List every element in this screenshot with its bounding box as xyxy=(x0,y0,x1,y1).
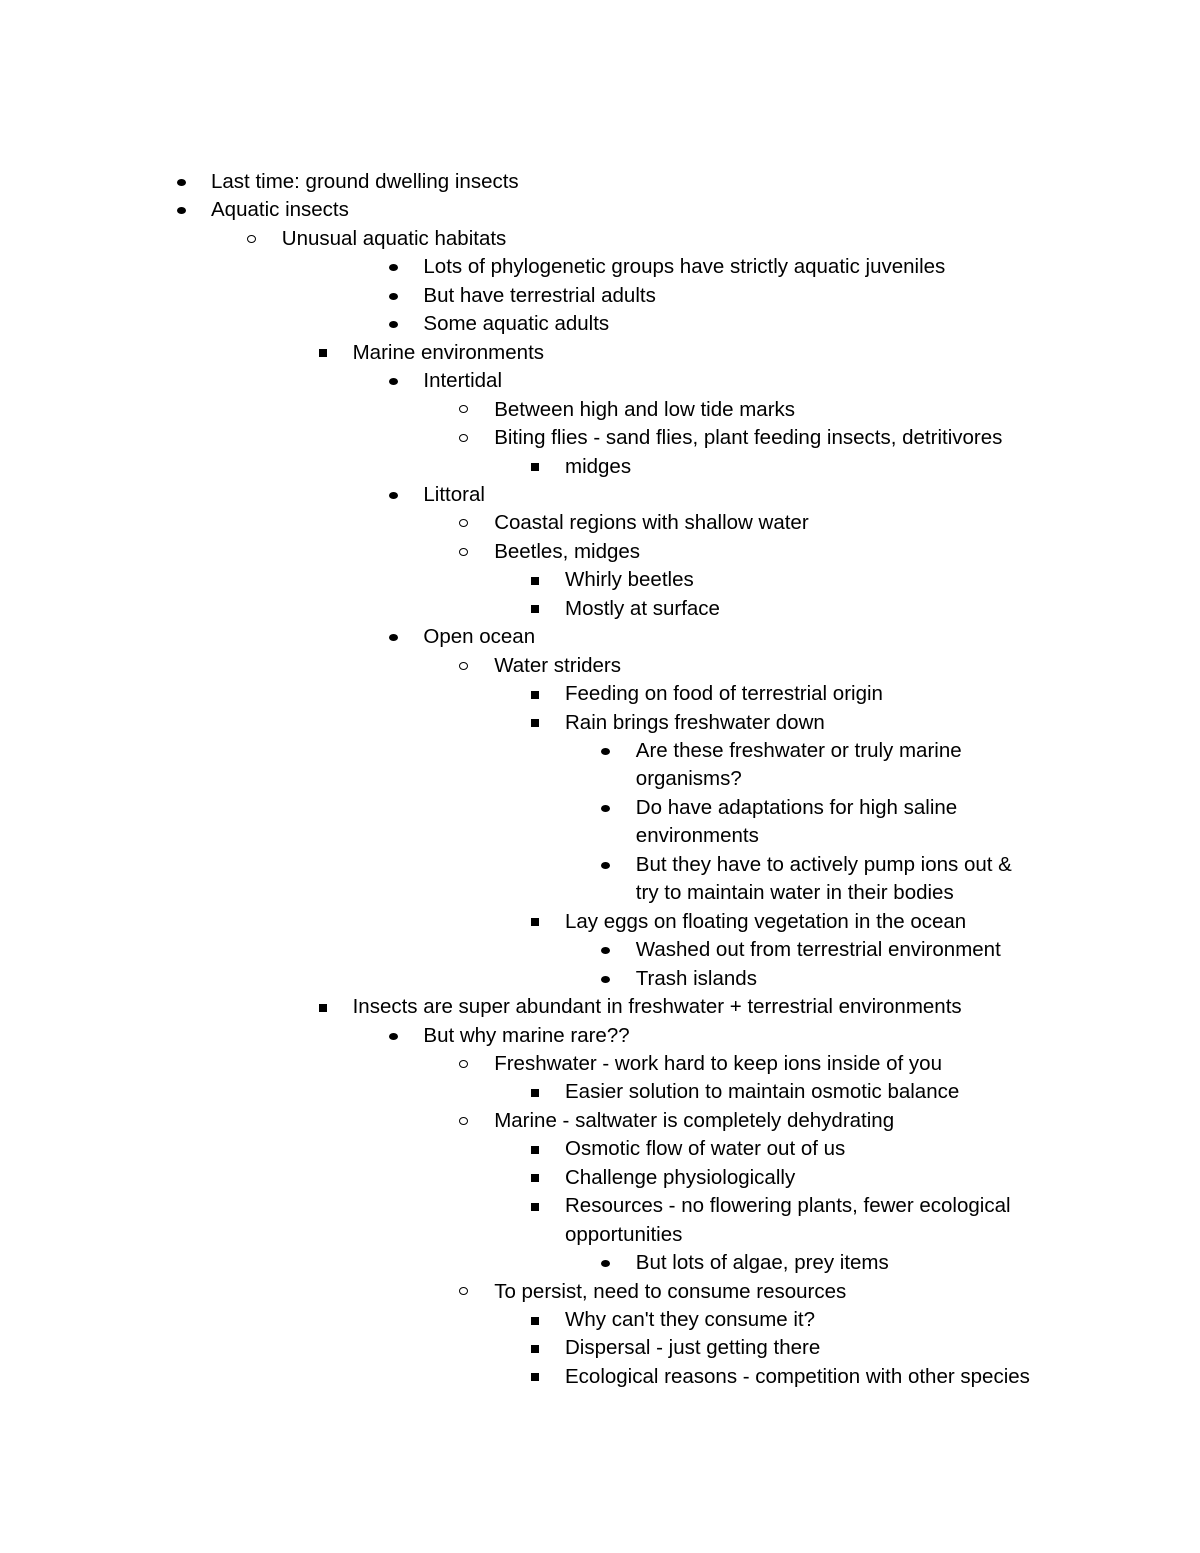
note-text: Unusual aquatic habitats xyxy=(281,226,507,250)
note-text: Between high and low tide marks xyxy=(494,397,796,421)
note-line xyxy=(0,652,1200,680)
disc-bullet-icon xyxy=(601,748,610,755)
square-bullet-icon xyxy=(319,349,327,357)
note-line xyxy=(0,1078,1200,1106)
note-text: Easier solution to maintain osmotic balance xyxy=(565,1080,960,1104)
note-text: Resources - no flowering plants, fewer ecological xyxy=(565,1194,1011,1218)
note-text: Whirly beetles xyxy=(565,568,694,592)
note-text: Some aquatic adults xyxy=(423,312,610,336)
note-text: Water striders xyxy=(494,653,622,677)
note-line xyxy=(0,1135,1200,1163)
note-text: organisms? xyxy=(635,767,742,791)
note-line xyxy=(0,936,1200,964)
note-line xyxy=(0,1334,1200,1362)
square-bullet-icon xyxy=(531,1203,539,1211)
note-text: Littoral xyxy=(423,482,485,506)
note-text: But lots of algae, prey items xyxy=(635,1251,889,1275)
circle-bullet-icon xyxy=(459,1287,468,1295)
note-line xyxy=(0,453,1200,481)
note-line xyxy=(0,1192,1200,1220)
circle-bullet-icon xyxy=(459,662,468,670)
note-line xyxy=(0,908,1200,936)
note-text: But they have to actively pump ions out & xyxy=(635,852,1012,876)
note-line xyxy=(0,737,1200,765)
note-text: Ecological reasons - competition with other species xyxy=(565,1364,1030,1388)
note-line xyxy=(0,538,1200,566)
note-text: Feeding on food of terrestrial origin xyxy=(565,682,883,706)
note-text: Trash islands xyxy=(635,966,757,990)
note-text: Why can't they consume it? xyxy=(565,1308,816,1331)
note-text: Open ocean xyxy=(423,625,536,649)
disc-bullet-icon xyxy=(389,634,398,641)
note-line xyxy=(0,623,1200,651)
note-line xyxy=(0,168,1200,196)
square-bullet-icon xyxy=(531,1317,539,1325)
note-text: Do have adaptations for high saline xyxy=(635,795,958,819)
note-text: Lots of phylogenetic groups have strictly aquatic juveniles xyxy=(423,255,946,279)
disc-bullet-icon xyxy=(177,179,186,186)
disc-bullet-icon xyxy=(601,862,610,869)
disc-bullet-icon xyxy=(389,378,398,385)
note-line xyxy=(0,1363,1200,1391)
note-line xyxy=(0,310,1200,338)
disc-bullet-icon xyxy=(389,293,398,300)
disc-bullet-icon xyxy=(389,492,398,499)
note-line xyxy=(0,1221,1200,1249)
note-text: Osmotic flow of water out of us xyxy=(565,1137,846,1161)
note-text: Intertidal xyxy=(423,369,503,393)
note-text: midges xyxy=(565,454,632,478)
note-line xyxy=(0,595,1200,623)
square-bullet-icon xyxy=(531,691,539,699)
note-text: Washed out from terrestrial environment xyxy=(635,938,1001,962)
note-line xyxy=(0,680,1200,708)
circle-bullet-icon xyxy=(247,235,256,243)
disc-bullet-icon xyxy=(177,207,186,214)
note-text: Lay eggs on floating vegetation in the ocean xyxy=(565,909,967,933)
note-line xyxy=(0,339,1200,367)
circle-bullet-icon xyxy=(459,405,468,413)
note-text: Aquatic insects xyxy=(211,198,349,222)
note-text: To persist, need to consume resources xyxy=(494,1279,847,1303)
note-line xyxy=(0,993,1200,1021)
circle-bullet-icon xyxy=(459,519,468,527)
note-text: But why marine rare?? xyxy=(423,1023,630,1047)
note-line xyxy=(0,1022,1200,1050)
note-text: Marine - saltwater is completely dehydrating xyxy=(494,1108,895,1132)
circle-bullet-icon xyxy=(459,1117,468,1125)
square-bullet-icon xyxy=(531,463,539,471)
disc-bullet-icon xyxy=(601,805,610,812)
note-line xyxy=(0,1249,1200,1277)
note-line xyxy=(0,965,1200,993)
circle-bullet-icon xyxy=(459,1060,468,1068)
note-line xyxy=(0,367,1200,395)
disc-bullet-icon xyxy=(389,321,398,328)
note-line xyxy=(0,282,1200,310)
square-bullet-icon xyxy=(531,1345,539,1353)
note-line xyxy=(0,879,1200,907)
note-line xyxy=(0,424,1200,452)
note-line xyxy=(0,1164,1200,1192)
note-line xyxy=(0,851,1200,879)
note-text: Dispersal - just getting there xyxy=(565,1336,821,1360)
note-text: try to maintain water in their bodies xyxy=(635,881,954,905)
note-text: environments xyxy=(635,824,759,848)
note-text: Coastal regions with shallow water xyxy=(494,511,809,535)
square-bullet-icon xyxy=(531,577,539,585)
note-line xyxy=(0,1107,1200,1135)
disc-bullet-icon xyxy=(601,1260,610,1267)
square-bullet-icon xyxy=(531,1174,539,1182)
square-bullet-icon xyxy=(531,918,539,926)
note-text: Challenge physiologically xyxy=(565,1165,796,1189)
square-bullet-icon xyxy=(531,719,539,727)
note-line xyxy=(0,1306,1200,1334)
circle-bullet-icon xyxy=(459,434,468,442)
disc-bullet-icon xyxy=(389,1033,398,1040)
note-text: Last time: ground dwelling insects xyxy=(211,170,519,193)
note-line xyxy=(0,396,1200,424)
square-bullet-icon xyxy=(531,605,539,613)
note-text: Are these freshwater or truly marine xyxy=(635,739,962,762)
note-text: Biting flies - sand flies, plant feeding insects, detritivores xyxy=(494,426,1003,450)
note-line xyxy=(0,822,1200,850)
square-bullet-icon xyxy=(319,1004,327,1012)
note-line xyxy=(0,566,1200,594)
note-line xyxy=(0,481,1200,509)
note-text: Insects are super abundant in freshwater + terrestrial environments xyxy=(352,995,962,1019)
disc-bullet-icon xyxy=(601,976,610,983)
square-bullet-icon xyxy=(531,1146,539,1154)
note-line xyxy=(0,794,1200,822)
note-line xyxy=(0,1278,1200,1306)
disc-bullet-icon xyxy=(601,947,610,954)
note-line xyxy=(0,196,1200,224)
note-line xyxy=(0,509,1200,537)
note-line xyxy=(0,253,1200,281)
note-text: Mostly at surface xyxy=(565,596,720,620)
note-text: opportunities xyxy=(565,1222,683,1246)
note-text: Freshwater - work hard to keep ions inside of you xyxy=(494,1051,942,1075)
note-line xyxy=(0,1050,1200,1078)
note-line xyxy=(0,225,1200,253)
note-text: Marine environments xyxy=(352,340,545,364)
circle-bullet-icon xyxy=(459,548,468,556)
square-bullet-icon xyxy=(531,1089,539,1097)
disc-bullet-icon xyxy=(389,264,398,271)
note-line xyxy=(0,709,1200,737)
note-text: Beetles, midges xyxy=(494,539,641,563)
square-bullet-icon xyxy=(531,1373,539,1381)
note-text: Rain brings freshwater down xyxy=(565,710,825,734)
note-line xyxy=(0,765,1200,793)
note-text: But have terrestrial adults xyxy=(423,283,656,307)
